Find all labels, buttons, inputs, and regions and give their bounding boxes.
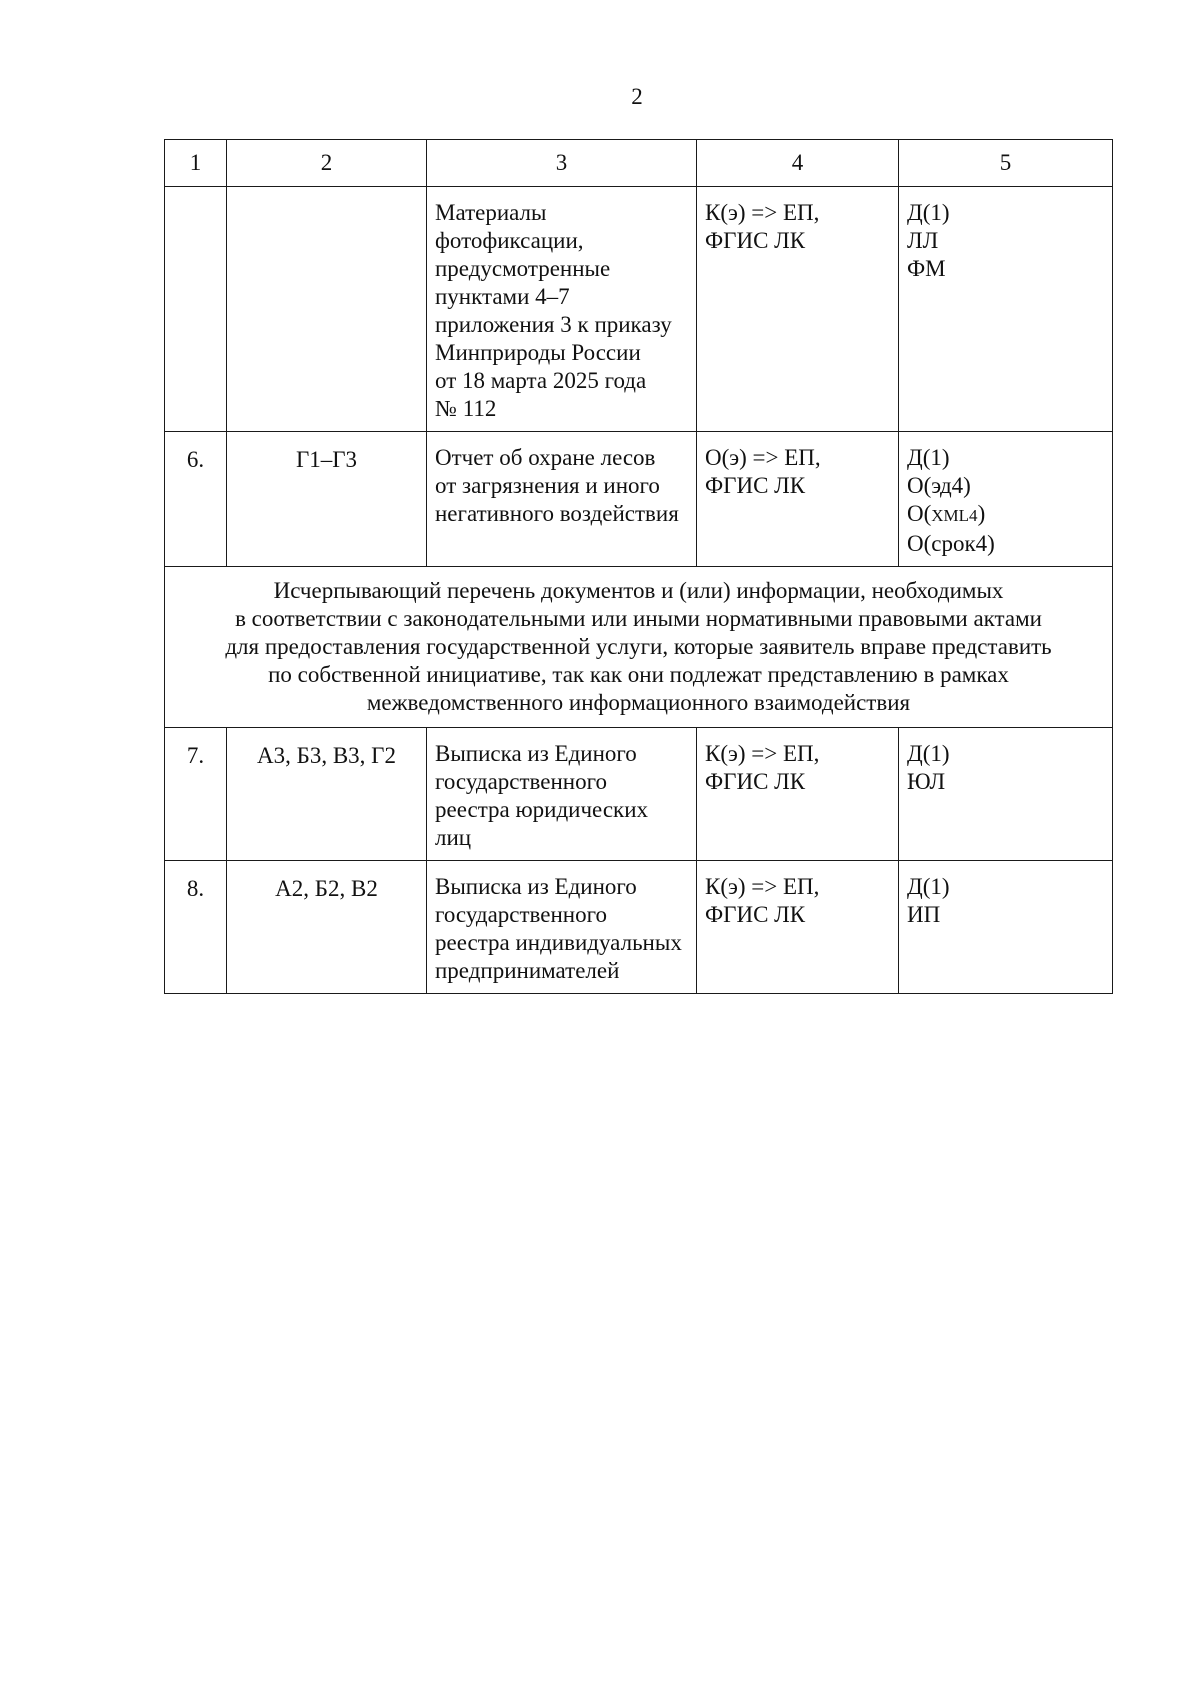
table-section-row: [165, 567, 1113, 728]
table-row-8: [165, 861, 1113, 994]
row-number-cell: 6.: [165, 432, 227, 567]
result-cell: [899, 432, 1113, 567]
document-name-cell: [427, 187, 697, 432]
result-cell: [899, 861, 1113, 994]
result-line: О(срок4): [907, 531, 995, 556]
method-line: ФГИС ЛК: [705, 473, 806, 498]
row-codes-cell: А2, Б2, В2: [227, 861, 427, 994]
result-cell: [899, 187, 1113, 432]
name-line: предусмотренные: [435, 256, 611, 281]
result-line: ЛЛ: [907, 228, 939, 253]
name-line: от 18 марта 2025 года: [435, 368, 647, 393]
row-number-cell: 7.: [165, 728, 227, 861]
row-number-cell: 8.: [165, 861, 227, 994]
result-line: Д(1): [907, 445, 950, 470]
result-xml-suffix: ): [977, 501, 986, 526]
method-line: К(э) => ЕП,: [705, 874, 820, 899]
name-line: государственного: [435, 902, 607, 927]
name-line: государственного: [435, 769, 607, 794]
name-line: приложения 3 к приказу: [435, 312, 672, 337]
section-heading-cell: [165, 567, 1113, 728]
column-header-4: 4: [697, 140, 899, 187]
name-line: Отчет об охране лесов: [435, 445, 656, 470]
method-line: К(э) => ЕП,: [705, 741, 820, 766]
submission-method-cell: [697, 728, 899, 861]
name-line: пунктами 4–7: [435, 284, 570, 309]
result-line: Д(1): [907, 741, 950, 766]
name-line: предпринимателей: [435, 958, 620, 983]
row-codes-cell: [227, 187, 427, 432]
name-line: лиц: [435, 825, 472, 850]
section-line: в соответствии с законодательными или иными нормативными правовыми актами: [235, 606, 1042, 631]
section-line: для предоставления государственной услуги, которые заявитель вправе представить: [225, 634, 1052, 659]
name-line: Выписка из Единого: [435, 874, 637, 899]
row-codes-cell: Г1–Г3: [227, 432, 427, 567]
method-line: К(э) => ЕП,: [705, 200, 820, 225]
section-line: по собственной инициативе, так как они подлежат представлению в рамках: [268, 662, 1009, 687]
name-line: Выписка из Единого: [435, 741, 637, 766]
method-line: ФГИС ЛК: [705, 902, 806, 927]
column-header-2: 2: [227, 140, 427, 187]
submission-method-cell: [697, 187, 899, 432]
result-line: ЮЛ: [907, 769, 946, 794]
section-line: межведомственного информационного взаимодействия: [366, 690, 911, 715]
document-table: [164, 139, 1113, 994]
name-line: негативного воздействия: [435, 501, 679, 526]
table-row-continuation: [165, 187, 1113, 432]
name-line: фотофиксации,: [435, 228, 584, 253]
result-line-xml: [907, 500, 1108, 530]
name-line: № 112: [435, 396, 497, 421]
result-xml-subscript: XML4: [931, 506, 978, 525]
document-name-cell: [427, 861, 697, 994]
name-line: Минприроды России: [435, 340, 641, 365]
name-line: от загрязнения и иного: [435, 473, 660, 498]
result-line: Д(1): [907, 200, 950, 225]
page-number: 2: [631, 84, 643, 109]
result-xml-prefix: О(: [907, 501, 932, 526]
column-header-1: 1: [165, 140, 227, 187]
method-line: ФГИС ЛК: [705, 228, 806, 253]
row-codes-cell: А3, Б3, В3, Г2: [227, 728, 427, 861]
result-line: О(эд4): [907, 473, 971, 498]
section-line: Исчерпывающий перечень документов и (или) информации, необходимых: [273, 578, 1004, 603]
result-line: Д(1): [907, 874, 950, 899]
submission-method-cell: [697, 432, 899, 567]
document-name-cell: [427, 432, 697, 567]
result-line: ФМ: [907, 256, 946, 281]
name-line: реестра индивидуальных: [435, 930, 682, 955]
name-line: Материалы: [435, 200, 547, 225]
result-line: ИП: [907, 902, 941, 927]
column-header-5: 5: [899, 140, 1113, 187]
method-line: О(э) => ЕП,: [705, 445, 821, 470]
method-line: ФГИС ЛК: [705, 769, 806, 794]
table-header-row: [165, 140, 1113, 187]
result-cell: [899, 728, 1113, 861]
document-name-cell: [427, 728, 697, 861]
column-header-3: 3: [427, 140, 697, 187]
row-number-cell: [165, 187, 227, 432]
table-row-7: [165, 728, 1113, 861]
table-row-6: [165, 432, 1113, 567]
name-line: реестра юридических: [435, 797, 649, 822]
submission-method-cell: [697, 861, 899, 994]
